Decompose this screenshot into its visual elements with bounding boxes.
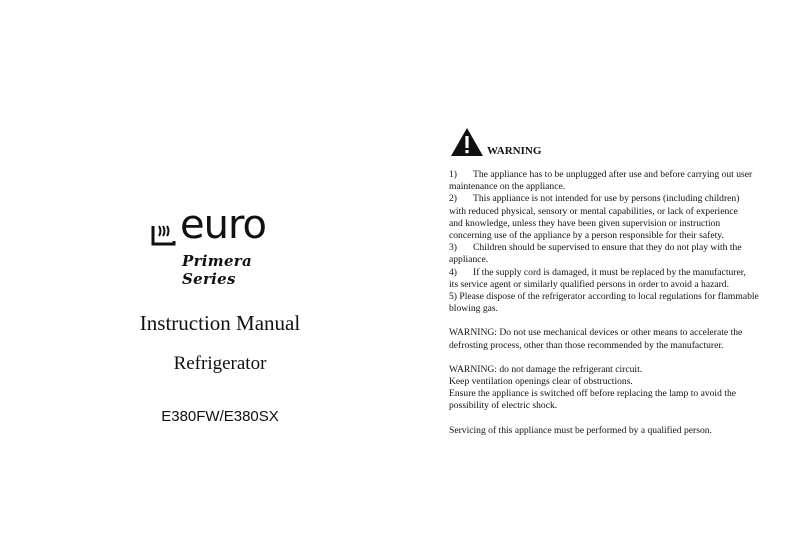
brand-name: euro (180, 202, 266, 248)
safety-item-continued: blowing gas. (449, 303, 499, 315)
safety-item-continued: its service agent or similarly qualified persons in order to avoid a hazard. (449, 278, 729, 290)
ventilation-note: Keep ventilation openings clear of obstructions. (449, 376, 633, 388)
safety-item-continued: maintenance on the appliance. (449, 181, 566, 193)
safety-item: 2) This appliance is not intended for use by persons (including children) (449, 193, 740, 205)
safety-item-continued: with reduced physical, sensory or mental capabilities, or lack of experience (449, 205, 738, 217)
refrigerant-warning: WARNING: do not damage the refrigerant circuit. (449, 363, 643, 375)
document-title: Instruction Manual (139, 311, 301, 335)
model-number: E380FW/E380SX (161, 408, 279, 425)
safety-item-continued: appliance. (449, 254, 489, 266)
safety-page (449, 127, 769, 437)
safety-item: 4) If the supply cord is damaged, it must be replaced by the manufacturer, (449, 266, 746, 278)
safety-item: 5) Please dispose of the refrigerator according to local regulations for flammable (449, 291, 759, 303)
safety-item-continued: concerning use of the appliance by a person responsible for their safety. (449, 230, 724, 242)
defrost-warning: WARNING: Do not use mechanical devices or other means to accelerate the (449, 327, 743, 339)
servicing-note: Servicing of this appliance must be performed by a qualified person. (449, 424, 712, 436)
lamp-note: Ensure the appliance is switched off before replacing the lamp to avoid the (449, 388, 737, 400)
warning-triangle-icon (450, 127, 484, 157)
product-name: Refrigerator (173, 353, 267, 374)
series-name: Primera Series (182, 252, 253, 288)
safety-item-continued: and knowledge, unless they have been given supervision or instruction (449, 217, 721, 229)
safety-item: 3) Children should be supervised to ensure that they do not play with the (449, 242, 742, 254)
lamp-note-continued: possibility of electric shock. (449, 400, 558, 412)
defrost-warning-continued: defrosting process, other than those recommended by the manufacturer. (449, 339, 724, 351)
warning-label: WARNING (487, 145, 542, 157)
safety-item: 1) The appliance has to be unplugged after use and before carrying out user (449, 169, 753, 180)
euro-logo (150, 202, 290, 288)
brand-mark-icon (150, 222, 176, 246)
warning-heading (449, 127, 769, 157)
